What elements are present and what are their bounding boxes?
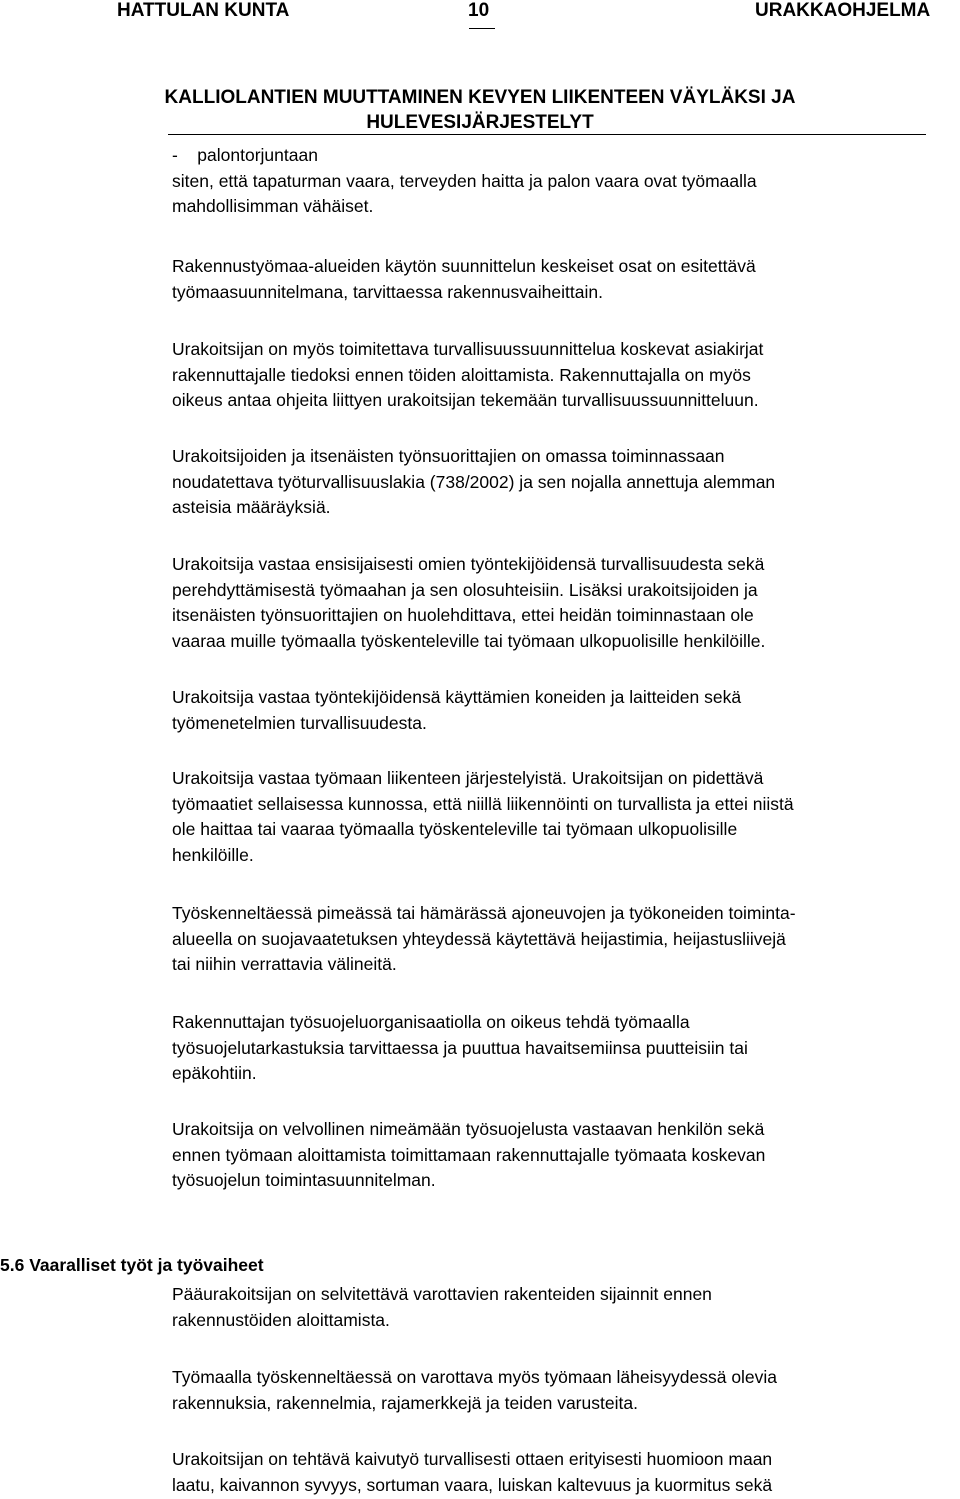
text-line: tai niihin verrattavia välineitä.: [172, 954, 397, 974]
document-subtitle: [0, 85, 960, 135]
paragraph-safety-law: [172, 444, 932, 521]
page-number: [468, 0, 495, 29]
paragraph-fire-safety: [172, 143, 932, 220]
paragraph-excavation: [172, 1447, 932, 1498]
text-line: itsenäisten työnsuorittajien on huolehdittava, ettei heidän toiminnastaan ole: [172, 605, 754, 625]
paragraph-machinery-safety: [172, 685, 932, 736]
paragraph-safety-documents: [172, 337, 932, 414]
text-line: Urakoitsija vastaa työntekijöidensä käyttämien koneiden ja laitteiden sekä: [172, 687, 742, 707]
text-line: epäkohtiin.: [172, 1063, 257, 1083]
text-line: Urakoitsijoiden ja itsenäisten työnsuorittajien on omassa toiminnassaan: [172, 446, 725, 466]
paragraph-site-planning: [172, 254, 932, 305]
text-line: alueella on suojavaatetuksen yhteydessä käytettävä heijastimia, heijastusliivejä: [172, 928, 786, 949]
subtitle-line-1: KALLIOLANTIEN MUUTTAMINEN KEVYEN LIIKENTEEN VÄYLÄKSI JA: [164, 87, 796, 108]
text-line: oikeus antaa ohjeita liittyen urakoitsijan tekemään turvallisuussuunnitteluun.: [172, 390, 759, 410]
text-line: työmaatiet sellaisessa kunnossa, että niillä liikennöinti on turvallista ja ettei niistä: [172, 793, 794, 814]
subtitle-rule: [168, 134, 926, 135]
text-line: Rakennustyömaa-alueiden käytön suunnittelun keskeiset osat on esitettävä: [172, 256, 756, 276]
text-line: noudatettava työturvallisuuslakia (738/2002) ja sen nojalla annettuja alemman: [172, 471, 776, 492]
paragraph-structures: [172, 1282, 932, 1333]
text-line: Työskenneltäessä pimeässä tai hämärässä ajoneuvojen ja työkoneiden toiminta-: [172, 903, 796, 923]
header-municipality: HATTULAN KUNTA: [117, 0, 290, 21]
paragraph-safety-inspections: [172, 1010, 932, 1087]
text-line: Rakennuttajan työsuojeluorganisaatiolla on oikeus tehdä työmaalla: [172, 1012, 690, 1032]
page-number-text: 10: [468, 0, 490, 21]
text-line: työsuojelun toimintasuunnitelman.: [172, 1170, 436, 1190]
section-heading: 5.6 Vaaralliset työt ja työvaiheet: [0, 1255, 264, 1275]
text-line: ennen työmaan aloittamista toimittamaan rakennuttajalle työmaata koskevan: [172, 1144, 766, 1165]
paragraph-employee-safety: [172, 552, 932, 654]
header-document-type: URAKKAOHJELMA: [755, 0, 931, 21]
text-line: rakennuksia, rakennelmia, rajamerkkejä ja teiden varusteita.: [172, 1392, 638, 1413]
paragraph-reflective-gear: [172, 901, 932, 978]
text-line: työmaasuunnitelmana, tarvittaessa rakennusvaiheittain.: [172, 281, 603, 302]
text-line: vaaraa muille työmaalla työskenteleville tai työmaan ulkopuolisille henkilöille.: [172, 630, 766, 651]
paragraph-safety-officer: [172, 1117, 932, 1194]
text-line: Työmaalla työskenneltäessä on varottava myös työmaan läheisyydessä olevia: [172, 1367, 778, 1387]
text-line: Urakoitsija vastaa työmaan liikenteen järjestelyistä. Urakoitsijan on pidettävä: [172, 768, 764, 788]
page-number-underline: [469, 28, 495, 29]
text-line: työsuojelutarkastuksia tarvittaessa ja puuttua havaitsemiinsa puutteisiin tai: [172, 1037, 748, 1058]
text-line: rakennustöiden aloittamista.: [172, 1309, 390, 1330]
text-line: työmenetelmien turvallisuudesta.: [172, 712, 427, 733]
text-line: rakennuttajalle tiedoksi ennen töiden aloittamista. Rakennuttajalla on myös: [172, 364, 751, 385]
text-line: Urakoitsija on velvollinen nimeämään työsuojelusta vastaavan henkilön sekä: [172, 1119, 765, 1139]
text-line: Pääurakoitsijan on selvitettävä varottavien rakenteiden sijainnit ennen: [172, 1284, 712, 1304]
text-line: Urakoitsijan on tehtävä kaivutyö turvallisesti ottaen erityisesti huomioon maan: [172, 1449, 773, 1469]
text-line: perehdyttämisestä työmaahan ja sen olosuhteisiin. Lisäksi urakoitsijoiden ja: [172, 579, 758, 600]
text-line: - palontorjuntaan: [172, 145, 318, 165]
text-line: henkilöille.: [172, 844, 254, 865]
text-line: Urakoitsija vastaa ensisijaisesti omien työntekijöidensä turvallisuudesta sekä: [172, 554, 765, 574]
text-line: Urakoitsijan on myös toimitettava turvallisuussuunnittelua koskevat asiakirjat: [172, 339, 764, 359]
text-line: ole haittaa tai vaaraa työmaalla työskenteleville tai työmaan ulkopuolisille: [172, 819, 738, 839]
subtitle-line-2: HULEVESIJÄRJESTELYT: [366, 112, 594, 133]
paragraph-nearby-buildings: [172, 1365, 932, 1416]
text-line: laatu, kaivannon syvyys, sortuman vaara, luiskan kaltevuus ja kuormitus sekä: [172, 1474, 773, 1495]
paragraph-site-traffic: [172, 766, 932, 868]
text-line: asteisia määräyksiä.: [172, 497, 331, 517]
text-line: mahdollisimman vähäiset.: [172, 196, 374, 216]
text-line: siten, että tapaturman vaara, terveyden haitta ja palon vaara ovat työmaalla: [172, 170, 757, 191]
